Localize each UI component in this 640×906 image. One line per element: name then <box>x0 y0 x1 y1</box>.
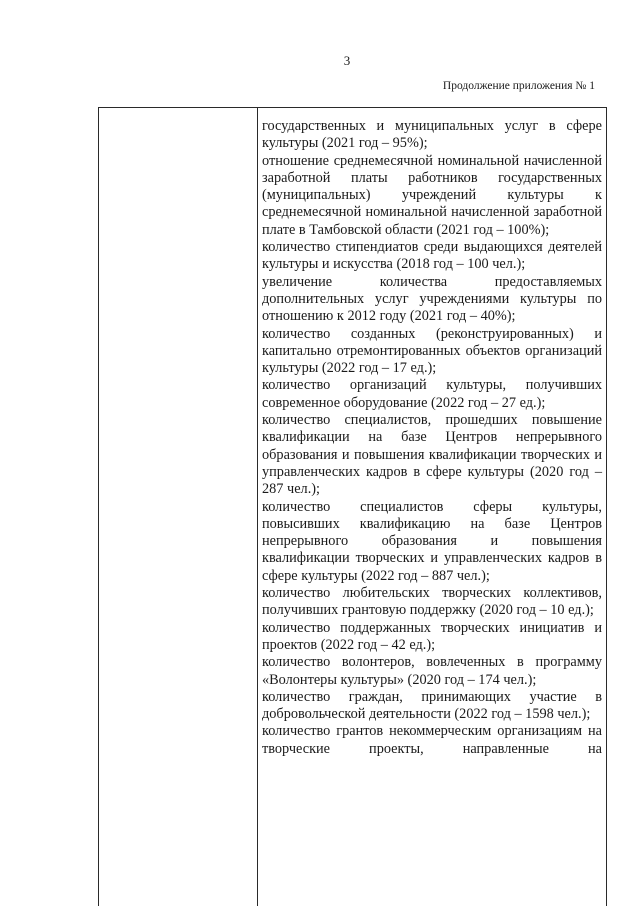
indicator-item: количество специалистов сферы культуры, повысивших квалификацию на базе Центров непрерывного образования и повышения квалификации творческих и управленческих кадров в сфере культуры (2022 год – 887 чел.); <box>262 498 602 584</box>
indicator-item: количество созданных (реконструированных) и капитально отремонтированных объектов организаций культуры (2022 год – 17 ед.); <box>262 325 602 377</box>
indicator-item: количество организаций культуры, получивших современное оборудование (2022 год – 27 ед.); <box>262 377 602 411</box>
indicator-item: отношение среднемесячной номинальной начисленной заработной платы работников государственных (муниципальных) учреждений культуры к среднемесячной номинальной начисленной заработной плате в Тамбовской области (2021 год – 100%); <box>262 152 602 238</box>
continuation-note: Продолжение приложения № 1 <box>442 80 595 92</box>
indicator-item: государственных и муниципальных услуг в сфере культуры (2021 год – 95%); <box>262 118 602 152</box>
table-left-cell <box>99 108 258 906</box>
indicator-item: количество специалистов, прошедших повышение квалификации на базе Центров непрерывного образования и повышения квалификации творческих и управленческих кадров в сфере культуры (2020 год – 287 чел.); <box>262 412 602 498</box>
indicator-item: количество граждан, принимающих участие в добровольческой деятельности (2022 год – 1598 чел.); <box>262 688 602 723</box>
indicator-item: количество волонтеров, вовлеченных в программу «Волонтеры культуры» (2020 год – 174 чел.); <box>262 654 602 688</box>
indicator-item: количество любительских творческих коллективов, получивших грантовую поддержку (2020 год – 10 ед.); <box>262 585 602 619</box>
page-number: 3 <box>343 53 351 68</box>
indicator-item: количество грантов некоммерческим организациям на творческие проекты, направленные на <box>262 723 602 757</box>
indicator-item: количество стипендиатов среди выдающихся деятелей культуры и искусства (2018 год – 100 чел.); <box>262 239 602 273</box>
indicator-item: количество поддержанных творческих инициатив и проектов (2022 год – 42 ед.); <box>262 619 602 653</box>
indicators-table <box>98 107 607 906</box>
table-right-cell <box>258 108 606 906</box>
indicator-item: увеличение количества предоставляемых дополнительных услуг учреждениями культуры по отношению к 2012 году (2021 год – 40%); <box>262 273 602 325</box>
